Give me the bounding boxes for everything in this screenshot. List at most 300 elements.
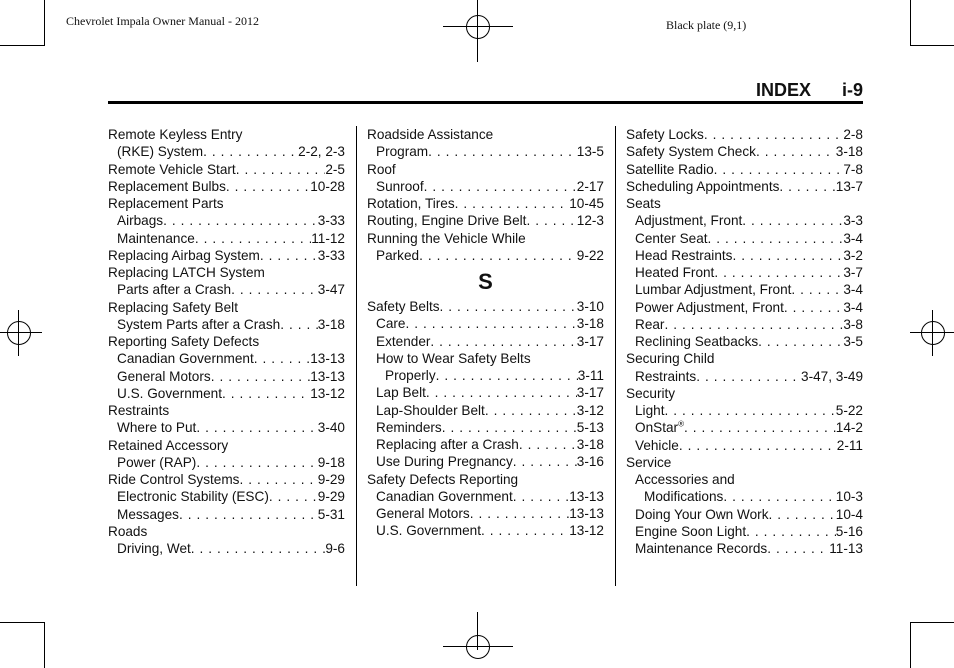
index-subentry: [626, 471, 863, 488]
leader-dots: [163, 212, 318, 229]
page-reference: 13-13: [569, 488, 604, 504]
leader-dots: [226, 178, 310, 195]
registered-mark: ®: [678, 419, 684, 429]
leader-dots: [442, 419, 577, 436]
entry-label: [108, 195, 224, 212]
index-subentry: [367, 488, 604, 505]
entry-label: [117, 230, 195, 247]
entry-label: [626, 454, 671, 471]
page-reference: 3-4: [843, 230, 863, 246]
page-reference: 3-12: [576, 402, 604, 418]
entry-text: Roadside Assistance: [367, 127, 494, 142]
leader-dots: [513, 488, 569, 505]
entry-text: Restraints: [635, 368, 697, 384]
entry-label: [367, 212, 526, 229]
entry-text: Running the Vehicle While: [367, 230, 526, 246]
leader-dots: [440, 298, 577, 315]
registration-mark-top: [461, 10, 495, 44]
page-reference: 3-18: [317, 316, 345, 332]
entry-text: Retained Accessory: [108, 437, 229, 453]
entry-text: Accessories and: [635, 472, 735, 487]
entry-label: [635, 437, 679, 454]
section-title: INDEX: [755, 80, 811, 100]
leader-dots: [696, 368, 801, 385]
index-entry: [626, 195, 863, 212]
leader-dots: [211, 368, 311, 385]
page-reference: 2-5: [325, 161, 345, 177]
page-reference: 10-45: [569, 196, 604, 211]
entry-label: [635, 264, 714, 281]
entry-label: [117, 143, 203, 160]
leader-dots: [430, 333, 576, 350]
entry-label: [626, 385, 675, 402]
entry-text: Routing, Engine Drive Belt: [367, 213, 527, 229]
leader-dots: [756, 143, 836, 160]
leader-dots: [260, 247, 318, 264]
plate-label: Black plate (9,1): [666, 18, 747, 32]
registration-mark-right: [916, 316, 950, 350]
leader-dots: [704, 126, 844, 143]
page-reference: 10-3: [835, 489, 863, 505]
entry-text: Replacing Safety Belt: [108, 299, 238, 315]
entry-text: Roads: [108, 523, 148, 539]
index-entry: [626, 350, 863, 367]
entry-text: System Parts after a Crash: [117, 316, 281, 332]
index-subentry: [626, 212, 863, 229]
entry-label: [376, 453, 513, 470]
entry-text: Lap Belt: [376, 385, 426, 401]
entry-text: Service: [626, 454, 672, 470]
leader-dots: [723, 488, 835, 505]
page-reference: 3-33: [317, 213, 345, 229]
index-subentry: [626, 506, 863, 523]
leader-dots: [426, 384, 577, 401]
leader-dots: [191, 540, 326, 557]
entry-label: [117, 281, 231, 298]
entry-label: [108, 264, 265, 281]
index-subentry: [626, 281, 863, 298]
entry-label: [117, 350, 254, 367]
crop-mark: [910, 622, 911, 668]
entry-label: [376, 143, 428, 160]
entry-label: [108, 402, 169, 419]
page-reference: 9-6: [325, 541, 345, 556]
entry-label: [376, 402, 485, 419]
entry-text: Lap-Shoulder Belt: [376, 402, 485, 418]
index-subentry: [108, 368, 345, 385]
page-reference: 10-4: [835, 506, 863, 522]
leader-dots: [481, 522, 569, 539]
entry-text: General Motors: [117, 368, 211, 384]
leader-dots: [784, 299, 844, 316]
index-subentry: [367, 367, 604, 384]
entry-text: Satellite Radio: [626, 161, 714, 177]
entry-label: [117, 385, 222, 402]
leader-dots: [791, 281, 843, 298]
index-subentry: [367, 436, 604, 453]
entry-text: Where to Put: [117, 420, 197, 436]
index-column-3: [626, 126, 863, 557]
leader-dots: [767, 540, 829, 557]
entry-text: Power Adjustment, Front: [635, 299, 784, 315]
leader-dots: [236, 161, 326, 178]
page-reference: 13-12: [310, 385, 345, 401]
entry-label: [626, 195, 661, 212]
page-reference: 5-16: [835, 523, 863, 539]
entry-text: Canadian Government: [376, 488, 513, 504]
entry-text: Sunroof: [376, 178, 424, 194]
entry-text: Extender: [376, 333, 431, 349]
entry-label: [635, 212, 742, 229]
page-reference: 5-13: [576, 419, 604, 435]
entry-text: Seats: [626, 196, 661, 211]
page-reference: 3-2: [843, 247, 863, 263]
index-subentry: [626, 368, 863, 385]
index-entry: [108, 299, 345, 316]
page-reference: 3-40: [317, 420, 345, 436]
entry-label: [117, 506, 179, 523]
index-entry: [626, 178, 863, 195]
entry-text: Replacement Parts: [108, 196, 224, 211]
entry-label: [117, 419, 196, 436]
leader-dots: [436, 367, 578, 384]
entry-text: Program: [376, 144, 429, 160]
index-subentry: [108, 488, 345, 505]
entry-text: Head Restraints: [635, 247, 733, 263]
header-rule: [108, 101, 863, 104]
column-divider: [356, 126, 357, 586]
index-entry: [108, 178, 345, 195]
entry-text: Vehicle: [635, 437, 679, 453]
page-reference: 5-22: [835, 403, 863, 418]
entry-text: Restraints: [108, 403, 170, 418]
leader-dots: [758, 333, 843, 350]
index-entry: [108, 195, 345, 212]
column-divider: [615, 126, 616, 586]
entry-text: Electronic Stability (ESC): [117, 489, 269, 505]
entry-label: [367, 298, 440, 315]
index-subentry: [367, 384, 604, 401]
crop-mark: [0, 45, 44, 46]
entry-label: [117, 454, 196, 471]
entry-text: General Motors: [376, 506, 470, 521]
leader-dots: [526, 212, 576, 229]
entry-text: Modifications: [644, 489, 724, 505]
entry-text: Remote Keyless Entry: [108, 127, 243, 142]
entry-label: [376, 350, 531, 367]
page-reference: 3-10: [576, 299, 604, 314]
entry-label: [635, 230, 708, 247]
entry-text: Messages: [117, 506, 179, 522]
index-subentry: [108, 316, 345, 333]
page-reference: 11-12: [311, 230, 345, 246]
entry-text: Parked: [376, 247, 420, 263]
leader-dots: [239, 471, 317, 488]
entry-label: [117, 368, 211, 385]
entry-text: Replacement Bulbs: [108, 178, 226, 194]
index-subentry: [626, 419, 863, 436]
entry-text: Properly: [385, 368, 436, 383]
page-reference: 12-3: [576, 213, 604, 229]
registration-mark-bottom: [461, 630, 495, 664]
leader-dots: [405, 315, 576, 332]
index-entry: [108, 247, 345, 264]
index-entry: [367, 161, 604, 178]
entry-label: [376, 488, 513, 505]
page-reference: 13-13: [569, 506, 604, 521]
index-subentry: [367, 178, 604, 195]
page-reference: 7-8: [843, 161, 863, 177]
entry-label: [635, 333, 758, 350]
entry-label: [376, 505, 470, 522]
entry-label: [117, 540, 191, 557]
entry-label: [367, 126, 493, 143]
entry-text: Parts after a Crash: [117, 282, 232, 298]
page-reference: 9-22: [576, 247, 604, 263]
page-reference: 13-5: [576, 144, 604, 160]
entry-text: OnStar: [635, 420, 679, 436]
page-reference: 11-13: [829, 541, 863, 556]
entry-text: Reporting Safety Defects: [108, 334, 260, 349]
index-entry: [626, 385, 863, 402]
entry-text: Reminders: [376, 419, 442, 435]
leader-dots: [470, 505, 570, 522]
leader-dots: [428, 143, 577, 160]
registration-mark-left: [2, 316, 36, 350]
page-reference: 3-33: [317, 247, 345, 263]
crop-mark: [44, 0, 45, 46]
leader-dots: [222, 385, 310, 402]
index-entry: [108, 402, 345, 419]
page-reference: 3-18: [835, 144, 863, 160]
index-subentry: [367, 315, 604, 332]
page-reference: 2-17: [576, 178, 604, 194]
entry-label: [635, 316, 664, 333]
entry-label: [367, 230, 526, 247]
entry-text: Canadian Government: [117, 351, 254, 367]
entry-label: [635, 419, 684, 436]
index-subentry: [626, 299, 863, 316]
index-subentry: [108, 454, 345, 471]
entry-label: [117, 488, 269, 505]
page-reference: 3-4: [843, 299, 863, 315]
index-subentry: [626, 437, 863, 454]
entry-text: Safety Belts: [367, 299, 440, 314]
page-reference: 10-28: [310, 178, 345, 194]
index-subentry: [626, 230, 863, 247]
entry-label: [635, 299, 784, 316]
entry-label: [108, 471, 239, 488]
entry-label: [376, 333, 430, 350]
index-entry: [108, 126, 345, 143]
entry-text: Rotation, Tires: [367, 196, 455, 211]
leader-dots: [203, 143, 298, 160]
index-entry: [626, 454, 863, 471]
page-reference: 3-4: [843, 282, 863, 298]
entry-text: Lumbar Adjustment, Front: [635, 282, 792, 298]
entry-label: [108, 523, 147, 540]
index-entry: [367, 212, 604, 229]
entry-label: [635, 523, 746, 540]
entry-text: Light: [635, 403, 665, 418]
entry-label: [376, 178, 424, 195]
crop-mark: [911, 622, 954, 623]
entry-label: [367, 195, 455, 212]
entry-label: [376, 384, 426, 401]
page-reference: 14-2: [835, 420, 863, 436]
page-reference: 13-7: [835, 178, 863, 194]
index-column-1: [108, 126, 345, 557]
entry-text: Maintenance: [117, 230, 195, 246]
crop-mark: [44, 622, 45, 668]
leader-dots: [269, 488, 318, 505]
index-entry: [108, 523, 345, 540]
entry-text: Maintenance Records: [635, 541, 768, 556]
index-subentry: [367, 143, 604, 160]
index-entry: [367, 298, 604, 315]
index-entry: [626, 143, 863, 160]
index-entry: [367, 230, 604, 247]
entry-label: [626, 161, 714, 178]
index-subentry: [108, 350, 345, 367]
page-heading: [108, 80, 863, 102]
crop-mark: [910, 0, 911, 46]
entry-label: [108, 299, 238, 316]
index-subentry: [108, 281, 345, 298]
index-subentry: [108, 419, 345, 436]
index-entry: [626, 126, 863, 143]
entry-label: [367, 471, 518, 488]
index-subentry: [367, 350, 604, 367]
index-entry: [367, 195, 604, 212]
entry-label: [367, 161, 396, 178]
entry-label: [108, 178, 226, 195]
leader-dots: [732, 247, 843, 264]
entry-label: [626, 143, 756, 160]
entry-text: Roof: [367, 161, 396, 177]
entry-text: Care: [376, 316, 406, 332]
index-subentry: [626, 333, 863, 350]
leader-dots: [280, 316, 318, 333]
entry-text: Center Seat: [635, 230, 708, 246]
index-entry: [108, 264, 345, 281]
page-reference: 3-47, 3-49: [801, 368, 863, 384]
page-reference: 2-11: [836, 437, 863, 453]
entry-text: Securing Child: [626, 351, 715, 367]
entry-label: [376, 315, 405, 332]
crop-mark: [911, 45, 954, 46]
entry-label: [626, 350, 714, 367]
entry-label: [635, 471, 735, 488]
index-subentry: [626, 247, 863, 264]
entry-label: [385, 367, 436, 384]
page-reference: 9-18: [317, 454, 345, 470]
entry-text: Security: [626, 385, 676, 401]
leader-dots: [455, 195, 570, 212]
page-reference: 3-17: [576, 333, 604, 349]
index-subentry: [367, 247, 604, 264]
leader-dots: [746, 523, 836, 540]
index-subentry: [367, 419, 604, 436]
entry-label: [635, 402, 664, 419]
page-reference: 2-8: [843, 127, 863, 142]
entry-text: Doing Your Own Work: [635, 506, 769, 522]
index-subentry: [626, 316, 863, 333]
index-subentry: [626, 523, 863, 540]
entry-text: Scheduling Appointments: [626, 178, 780, 194]
page-reference: 13-12: [569, 523, 604, 539]
leader-dots: [196, 419, 317, 436]
index-entry: [626, 161, 863, 178]
entry-text: Rear: [635, 316, 665, 332]
page-reference: 2-2, 2-3: [298, 144, 345, 160]
entry-text: Replacing LATCH System: [108, 265, 265, 280]
entry-label: [635, 281, 791, 298]
entry-label: [117, 316, 280, 333]
index-subentry: [367, 333, 604, 350]
entry-text: U.S. Government: [117, 385, 223, 401]
entry-text: U.S. Government: [376, 523, 482, 539]
index-entry: [367, 471, 604, 488]
entry-label: [117, 212, 163, 229]
entry-label: [108, 437, 228, 454]
leader-dots: [684, 419, 836, 436]
entry-label: [626, 126, 704, 143]
entry-label: [635, 506, 769, 523]
index-subentry: [367, 522, 604, 539]
page-reference: 3-7: [843, 265, 863, 280]
leader-dots: [195, 230, 311, 247]
entry-text: (RKE) System: [117, 144, 204, 160]
leader-dots: [179, 506, 318, 523]
leader-dots: [424, 178, 577, 195]
leader-dots: [779, 178, 835, 195]
leader-dots: [419, 247, 577, 264]
index-subentry: [108, 230, 345, 247]
index-subentry: [108, 212, 345, 229]
index-entry: [108, 471, 345, 488]
entry-text: Safety System Check: [626, 144, 756, 160]
page-reference: 9-29: [317, 472, 345, 487]
index-subentry: [626, 488, 863, 505]
entry-text: Ride Control Systems: [108, 472, 240, 487]
entry-text: Airbags: [117, 213, 164, 229]
entry-text: Reclining Seatbacks: [635, 334, 759, 349]
page-reference: 3-17: [576, 385, 604, 401]
leader-dots: [485, 402, 577, 419]
entry-text: Adjustment, Front: [635, 213, 743, 229]
leader-dots: [679, 437, 837, 454]
leader-dots: [664, 316, 843, 333]
entry-label: [635, 368, 696, 385]
leader-dots: [742, 212, 843, 229]
entry-label: [108, 333, 259, 350]
index-subentry: [108, 385, 345, 402]
entry-label: [626, 178, 779, 195]
entry-text: Engine Soon Light: [635, 523, 747, 539]
index-entry: [367, 126, 604, 143]
entry-label: [108, 247, 260, 264]
page-reference: 3-3: [843, 213, 863, 229]
leader-dots: [254, 350, 310, 367]
page-reference: 3-18: [576, 316, 604, 332]
entry-text: Use During Pregnancy: [376, 454, 513, 470]
page-reference: 3-18: [576, 437, 604, 452]
index-subentry: [108, 143, 345, 160]
index-subentry: [367, 402, 604, 419]
entry-text: Driving, Wet: [117, 541, 191, 556]
entry-label: [376, 522, 481, 539]
